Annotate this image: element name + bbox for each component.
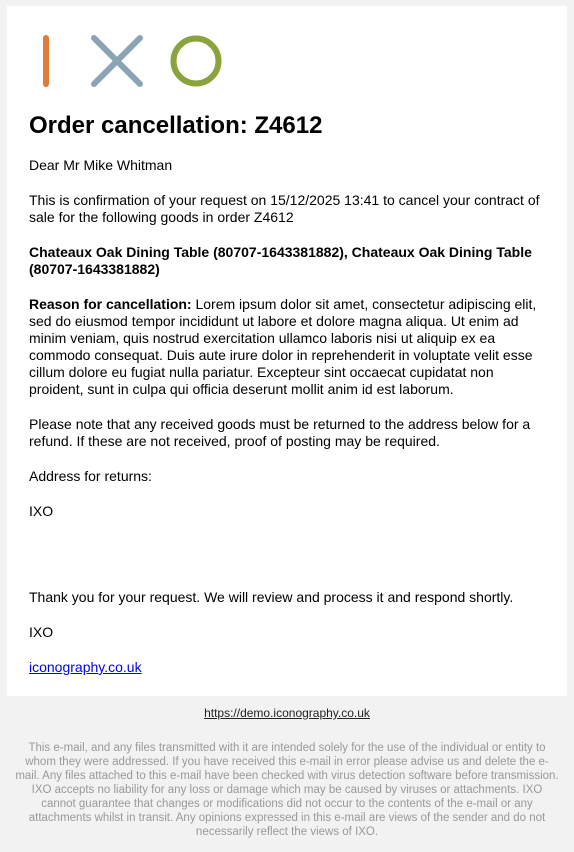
goods-list: Chateaux Oak Dining Table (80707-1643381882), Chateaux Oak Dining Table (80707-1643381882) (29, 244, 532, 277)
reason-paragraph (29, 296, 544, 398)
email-body (29, 112, 544, 694)
footer-url-container (0, 706, 574, 720)
page-title: Order cancellation: Z4612 (29, 112, 323, 139)
reason-label: Reason for cancellation: (29, 296, 192, 312)
ixo-logo (43, 34, 223, 94)
address-label: Address for returns: (29, 468, 152, 484)
confirmation-text: This is confirmation of your request on 15/12/2025 13:41 to cancel your contract of sale for the following goods in order Z4612 (29, 192, 540, 225)
returns-note: Please note that any received goods must be returned to the address below for a refund. If these are not received, proof of posting may be required. (29, 416, 531, 449)
greeting: Dear Mr Mike Whitman (29, 157, 173, 173)
disclaimer-text: This e-mail, and any files transmitted with it are intended solely for the use of the individual or entity to whom they were addressed. If you have received this e-mail in error please advise us and delete the e-mail. Any files attached to this e-mail have been checked with virus detection software before transmission. IXO accepts no liability for any loss or damage which may be caused by viruses or attachments. IXO cannot guarantee that changes or modifications did not occur to the contents of the e-mail or any attachments whilst in transit. Any opinions expressed in this e-mail are views of the sender and do not necessarily reflect the views of IXO. (15, 742, 559, 838)
address-spacer (29, 538, 544, 589)
email-card (7, 6, 567, 696)
thanks-text: Thank you for your request. We will review and process it and respond shortly. (29, 589, 514, 605)
address-name: IXO (29, 503, 54, 519)
email-footer (0, 696, 574, 852)
reason-text: Lorem ipsum dolor sit amet, consectetur adipiscing elit, sed do eiusmod tempor incididunt ut labore et dolore magna aliqua. Ut enim ad minim veniam, quis nostrud exercitation ullamco laboris nisi ut aliquip ex ea commodo consequat. Duis aute irure dolor in reprehenderit in voluptate velit esse cillum dolore eu fugiat nulla pariatur. Excepteur sint occaecat cupidatat non proident, sunt in culpa qui officia deserunt mollit anim id est laborum. (29, 296, 537, 397)
signoff: IXO (29, 624, 54, 640)
logo-letter-i (43, 35, 49, 87)
logo-letter-o (174, 39, 219, 84)
footer-url-link[interactable]: https://demo.iconography.co.uk (204, 706, 370, 720)
website-link[interactable]: iconography.co.uk (29, 659, 142, 675)
